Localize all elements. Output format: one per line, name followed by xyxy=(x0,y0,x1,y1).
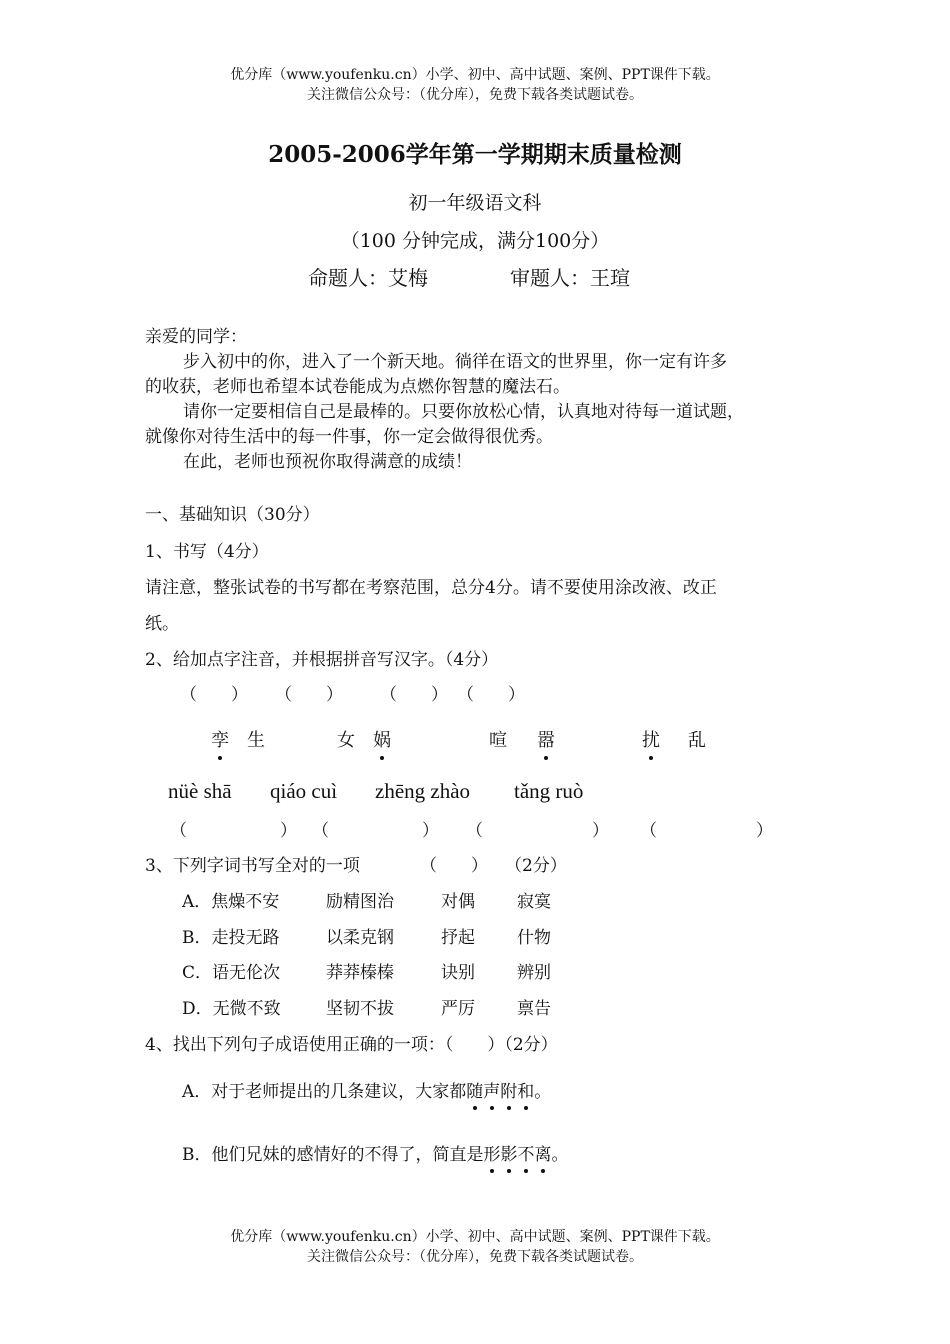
question-2-title: 2、给加点字注音，并根据拼音写汉字。（4分） xyxy=(145,650,499,670)
intro-paragraph-1-line-1: 步入初中的你，进入了一个新天地。徜徉在语文的世界里，你一定有许多 xyxy=(183,352,727,372)
q2-word-2 xyxy=(337,726,391,752)
q3-option-c-word-4: 辨别 xyxy=(517,963,551,983)
q2-word-1-dotted-char: 孪 xyxy=(211,726,229,752)
q2-word-2-plain-char: 女 xyxy=(337,730,355,751)
q2-pinyin-4: tǎng ruò xyxy=(514,779,584,803)
q3-option-d-word-2: 坚韧不拔 xyxy=(326,999,394,1019)
page-footer-line-1: 优分库（www.youfenku.cn）小学、初中、高中试题、案例、PPT课件下载。 xyxy=(230,1229,720,1245)
q2-word-1 xyxy=(211,726,265,752)
q2-answer-bracket-4[interactable]: （ ） xyxy=(457,685,525,705)
exam-reviewer: 审题人：王瑄 xyxy=(510,266,630,290)
q4-option-a-idiom-char-2: 声 xyxy=(483,1077,500,1102)
exam-subtitle: 初一年级语文科 xyxy=(408,192,542,214)
question-1-text-line-1: 请注意，整张试卷的书写都在考察范围，总分4分。请不要使用涂改液、改正 xyxy=(145,578,717,598)
section-1-title: 一、基础知识（30分） xyxy=(145,505,320,525)
exam-duration: （100 分钟完成，满分100分） xyxy=(340,230,610,252)
q2-word-2-dotted-char: 娲 xyxy=(373,726,391,752)
q4-option-a[interactable] xyxy=(182,1077,551,1102)
page-footer-line-2: 关注微信公众号：（优分库），免费下载各类试题试卷。 xyxy=(307,1249,643,1265)
q2-pinyin-bracket-1-close[interactable]: ） xyxy=(280,821,297,841)
exam-title: 2005-2006学年第一学期期末质量检测 xyxy=(268,141,682,168)
question-3-title: 3、下列字词书写全对的一项 xyxy=(145,856,360,876)
q2-word-4-dotted-char: 扰 xyxy=(642,726,660,752)
q2-word-1-plain-char: 生 xyxy=(247,730,265,751)
q4-option-b[interactable] xyxy=(182,1140,569,1165)
q4-option-a-prefix: A．对于老师提出的几条建议，大家都 xyxy=(182,1082,467,1102)
intro-paragraph-2-line-2: 就像你对待生活中的每一件事，你一定会做得很优秀。 xyxy=(145,427,553,447)
intro-paragraph-1-line-2: 的收获，老师也希望本试卷能成为点燃你智慧的魔法石。 xyxy=(145,377,570,397)
q2-word-4-plain-char: 乱 xyxy=(688,730,706,751)
question-4-title: 4、找出下列句子成语使用正确的一项：（ ）（2分） xyxy=(145,1035,558,1055)
q4-option-a-idiom-char-1: 随 xyxy=(466,1077,483,1102)
q2-word-3-dotted-char: 嚣 xyxy=(537,726,555,752)
q2-pinyin-bracket-4-close[interactable]: ） xyxy=(756,821,773,841)
q2-word-3-plain-char: 喧 xyxy=(489,730,507,751)
q2-pinyin-bracket-3-open[interactable]: （ xyxy=(466,821,483,841)
q2-answer-bracket-2[interactable]: （ ） xyxy=(275,685,343,705)
q4-option-a-idiom-char-3: 附 xyxy=(500,1077,517,1102)
q3-score: （2分） xyxy=(505,856,567,876)
q3-option-a-word-3: 对偶 xyxy=(441,892,475,912)
q2-pinyin-3: zhēng zhào xyxy=(375,779,471,803)
q3-option-d-label[interactable]: D．无微不致 xyxy=(182,999,281,1019)
q4-option-b-idiom-char-1: 形 xyxy=(484,1140,501,1165)
q2-pinyin-bracket-4-open[interactable]: （ xyxy=(640,821,657,841)
intro-paragraph-3: 在此，老师也预祝你取得满意的成绩！ xyxy=(183,452,472,472)
q3-option-a-label[interactable]: A．焦燥不安 xyxy=(182,892,280,912)
q4-option-b-prefix: B．他们兄妹的感情好的不得了，简直是 xyxy=(182,1145,484,1165)
q3-option-c-word-3: 诀别 xyxy=(441,963,475,983)
q3-option-b-word-4: 什物 xyxy=(517,928,551,948)
q3-option-d-word-4: 禀告 xyxy=(517,999,551,1019)
question-1-title: 1、书写（4分） xyxy=(145,542,269,562)
q4-option-b-idiom-char-2: 影 xyxy=(501,1140,518,1165)
page-header-line-2: 关注微信公众号：（优分库），免费下载各类试题试卷。 xyxy=(307,87,643,103)
q3-option-d-word-3: 严厉 xyxy=(441,999,475,1019)
q3-option-a-word-4: 寂寞 xyxy=(517,892,551,912)
greeting: 亲爱的同学： xyxy=(145,327,247,347)
exam-author: 命题人：艾梅 xyxy=(308,266,428,290)
question-1-text-line-2: 纸。 xyxy=(145,614,179,634)
q2-answer-bracket-1[interactable]: （ ） xyxy=(180,685,248,705)
q4-option-b-suffix: 。 xyxy=(551,1145,569,1165)
q2-pinyin-bracket-1-open[interactable]: （ xyxy=(170,821,187,841)
q3-option-a-word-2: 励精图治 xyxy=(326,892,394,912)
q2-pinyin-1: nüè shā xyxy=(168,779,232,803)
q3-option-c-word-2: 莽莽榛榛 xyxy=(326,963,394,983)
q2-pinyin-bracket-3-close[interactable]: ） xyxy=(592,821,609,841)
q4-option-b-idiom-char-4: 离 xyxy=(535,1140,552,1165)
q3-option-c-label[interactable]: C．语无伦次 xyxy=(182,963,281,983)
q2-word-3 xyxy=(489,726,555,752)
q4-option-a-suffix: 。 xyxy=(534,1082,552,1102)
q3-option-b-word-2: 以柔克钢 xyxy=(326,928,394,948)
q2-pinyin-2: qiáo cuì xyxy=(270,779,338,803)
q4-option-b-idiom-char-3: 不 xyxy=(518,1140,535,1165)
q4-option-a-idiom-char-4: 和 xyxy=(517,1077,534,1102)
q2-word-4 xyxy=(642,726,706,752)
q3-option-b-label[interactable]: B．走投无路 xyxy=(182,928,280,948)
q3-answer-bracket[interactable]: （ ） xyxy=(420,856,488,876)
q2-answer-bracket-3[interactable]: （ ） xyxy=(380,685,448,705)
q2-pinyin-bracket-2-close[interactable]: ） xyxy=(422,821,439,841)
q3-option-b-word-3: 抒起 xyxy=(441,928,475,948)
page-header-line-1: 优分库（www.youfenku.cn）小学、初中、高中试题、案例、PPT课件下载。 xyxy=(230,67,720,83)
q2-pinyin-bracket-2-open[interactable]: （ xyxy=(312,821,329,841)
intro-paragraph-2-line-1: 请你一定要相信自己是最棒的。只要你放松心情，认真地对待每一道试题， xyxy=(183,402,744,422)
